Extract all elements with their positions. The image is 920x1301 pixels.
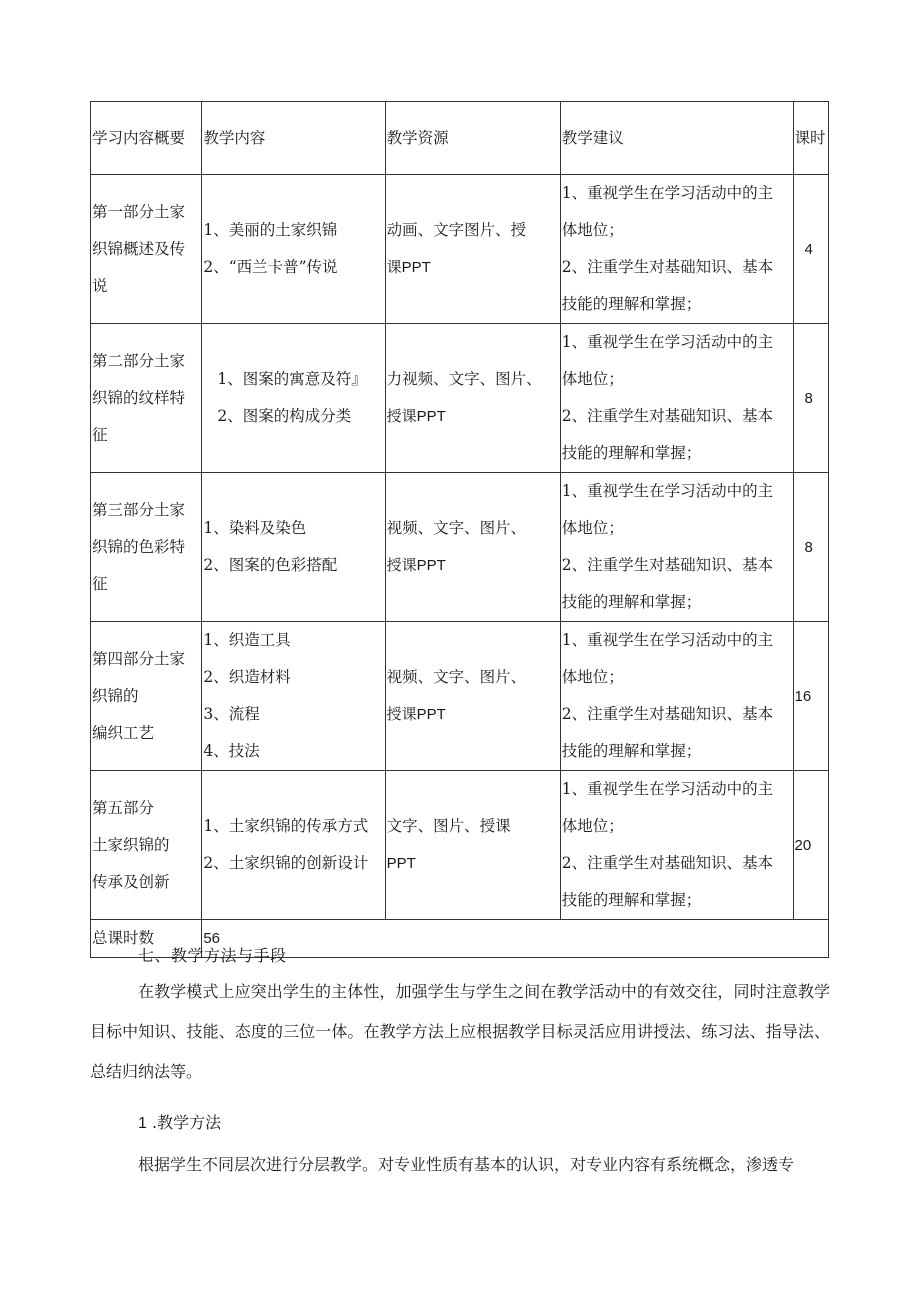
summary-cell: 第五部分 土家织锦的 传承及创新: [91, 771, 202, 920]
header-resources: 教学资源: [385, 102, 560, 175]
table-row: [91, 473, 829, 622]
summary-cell: 第三部分土家 织锦的色彩特 征: [91, 473, 202, 622]
curriculum-table: [90, 101, 829, 958]
content-cell: 1、土家织锦的传承方式 2、土家织锦的创新设计: [202, 771, 385, 920]
advice-cell: 1、重视学生在学习活动中的主 体地位； 2、注重学生对基础知识、基本 技能的理解和掌握；: [560, 175, 793, 324]
resources-cell: 力视频、文字、图片、 授课PPT: [385, 324, 560, 473]
header-hours: 课时: [793, 102, 828, 175]
subsection-label: .教学方法: [152, 1113, 222, 1132]
summary-cell: 第一部分土家 织锦概述及传 说: [91, 175, 202, 324]
hours-cell: 20: [793, 771, 828, 920]
table-header-row: [91, 102, 829, 175]
header-advice: 教学建议: [560, 102, 793, 175]
header-summary: 学习内容概要: [91, 102, 202, 175]
header-content: 教学内容: [202, 102, 385, 175]
hours-cell: 8: [793, 473, 828, 622]
body-paragraph: 在教学模式上应突出学生的主体性，加强学生与学生之间在教学活动中的有效交往，同时注意教学目标中知识、技能、态度的三位一体。在教学方法上应根据教学目标灵活应用讲授法、练习法、指导法、总结归纳法等。: [90, 982, 830, 1081]
resources-cell: 文字、图片、授课 PPT: [385, 771, 560, 920]
table-row: [91, 771, 829, 920]
advice-cell: 1、重视学生在学习活动中的主 体地位； 2、注重学生对基础知识、基本 技能的理解和掌握；: [560, 622, 793, 771]
content-cell: 1、染料及染色 2、图案的色彩搭配: [202, 473, 385, 622]
resources-cell: 视频、文字、图片、 授课PPT: [385, 473, 560, 622]
body-paragraph-2: 根据学生不同层次进行分层教学。对专业性质有基本的认识，对专业内容有系统概念，渗透专: [138, 1155, 795, 1174]
subsection-number: 1: [138, 1115, 147, 1132]
table-row: [91, 622, 829, 771]
content-cell: 1、图案的寓意及符』 2、图案的构成分类: [202, 324, 385, 473]
content-cell: 1、美丽的土家织锦 2、“西兰卡普”传说: [202, 175, 385, 324]
advice-cell: 1、重视学生在学习活动中的主 体地位； 2、注重学生对基础知识、基本 技能的理解和掌握；: [560, 324, 793, 473]
total-value: 56: [202, 920, 829, 958]
section-title: 七、教学方法与手段: [138, 946, 287, 965]
resources-cell: 动画、文字图片、授 课PPT: [385, 175, 560, 324]
advice-cell: 1、重视学生在学习活动中的主 体地位； 2、注重学生对基础知识、基本 技能的理解和掌握；: [560, 771, 793, 920]
hours-cell: 8: [793, 324, 828, 473]
resources-cell: 视频、文字、图片、 授课PPT: [385, 622, 560, 771]
hours-cell: 16: [793, 622, 828, 771]
subsection-title: [138, 1110, 221, 1133]
summary-cell: 第四部分土家 织锦的 编织工艺: [91, 622, 202, 771]
table-row: [91, 175, 829, 324]
table-row: [91, 324, 829, 473]
content-cell: 1、织造工具 2、织造材料 3、流程 4、技法: [202, 622, 385, 771]
total-label: 总课时数: [91, 920, 202, 958]
summary-cell: 第二部分土家 织锦的纹样特 征: [91, 324, 202, 473]
hours-cell: 4: [793, 175, 828, 324]
advice-cell: 1、重视学生在学习活动中的主 体地位； 2、注重学生对基础知识、基本 技能的理解和掌握；: [560, 473, 793, 622]
